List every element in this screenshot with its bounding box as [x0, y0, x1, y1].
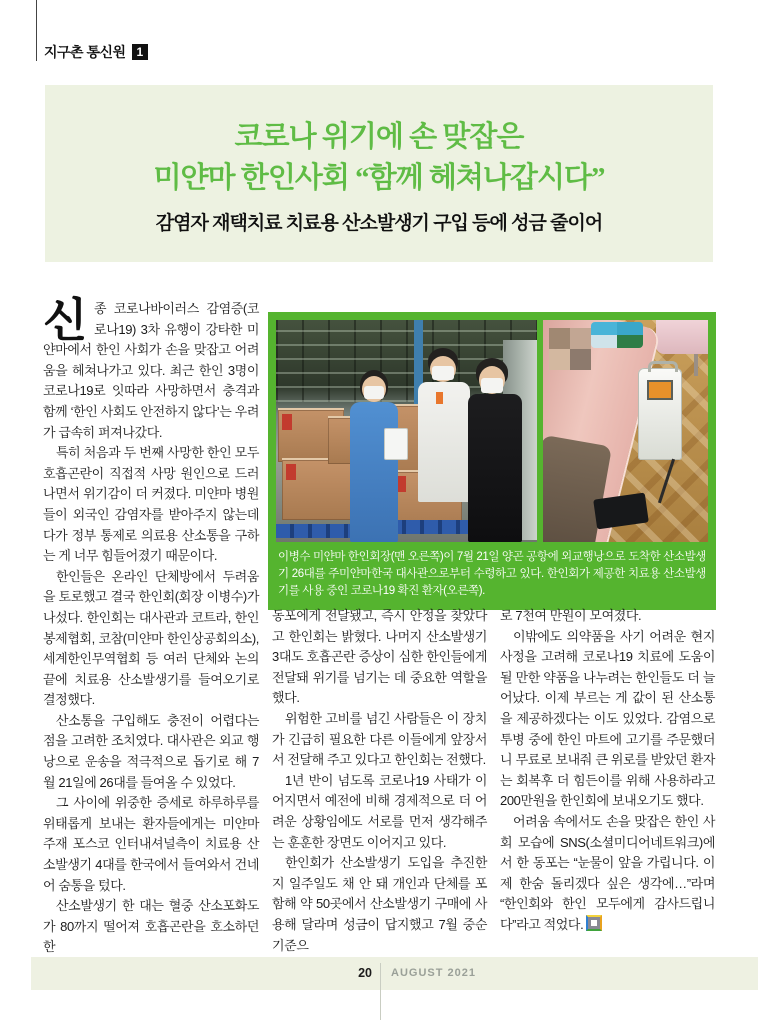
blue-pallet [388, 520, 468, 534]
paragraph: 산소통을 구입해도 충전이 어렵다는 점을 고려한 조치였다. 대사관은 외교 행낭으로 운송을 적극적으로 돕기로 해 7월 21일에 26대를 들여올 수 있었다. [43, 712, 259, 790]
photo-pair [268, 312, 716, 542]
endmark-logo-icon [586, 915, 602, 931]
paragraph: 위험한 고비를 넘긴 사람들은 이 장치가 긴급히 필요한 다른 이들에게 앞장서서 전달해 주고 있다고 한인회는 전했다. [272, 710, 487, 768]
paragraph: 로 7천여 만원이 모여졌다. [500, 608, 642, 623]
paragraph: 산소발생기 한 대는 혈중 산소포화도가 80까지 떨어져 호흡곤란을 호소하던 한 [43, 898, 259, 955]
face-mask [481, 378, 503, 393]
paragraph: 그 사이에 위중한 증세로 하루하루를 위태롭게 보내는 환자들에게는 미얀마 주재 포스코 인터내셔널측이 치료용 산소발생기 4대를 한국에서 들여와서 건네어 숨통을 텄다. [43, 795, 259, 893]
photo-caption: 이병수 미얀마 한인회장(맨 오른쪽)이 7월 21일 양곤 공항에 외교행낭으로 도착한 산소발생기 26대를 주미얀마한국 대사관으로부터 수령하고 있다. 한인회가 제공한 치료용 산소발생기를 사용 중인 코로나19 확진 환자(오른쪽). [278, 551, 706, 597]
concentrator-screen [647, 380, 673, 400]
paragraph: 동포에게 전달됐고, 즉시 안정을 찾았다고 한인회는 밝혔다. 나머지 산소발생기 3대도 호흡곤란 증상이 심한 한인들에게 전달돼 위기를 넘기는 데 중요한 역할을 했다. [272, 608, 487, 706]
paragraph [500, 812, 715, 936]
paragraph: 1년 반이 넘도록 코로나19 사태가 이어지면서 예전에 비해 경제적으로 더 어려운 상황임에도 서로를 먼저 생각해주는 훈훈한 장면도 이어지고 있다. [272, 772, 487, 850]
towel-bundle [591, 322, 643, 348]
black-shirt [468, 394, 522, 542]
concentrator-handle [648, 361, 678, 372]
body-column-1 [43, 294, 259, 965]
top-left-rule [36, 0, 37, 61]
paragraph: 이밖에도 의약품을 사기 어려운 현지 사정을 고려해 코로나19 치료에 도움이 될 만한 약품을 나누려는 한인들도 더 늘어났다. 이제 부르는 게 값이 된 산소통을 제공하겠다는 이도 있었다. 감염으로 투병 중에 한인 마트에 고기를 주문했더니 무료로 보내줘 큰 위로를 받았던 환자는 회복후 더 힘든이를 위해 사용하라고 200만원을 한인회에 보내오기도 했다. [500, 628, 715, 809]
article-title-line1: 코로나 위기에 손 맞잡은 [234, 121, 524, 153]
body-column-2 [272, 606, 487, 965]
issue-date: AUGUST 2021 [391, 967, 476, 979]
article-title-line2: 미얀마 한인사회 “함께 헤쳐나갑시다” [153, 162, 605, 194]
kicker [44, 42, 148, 62]
article-header [45, 85, 713, 262]
article-subtitle: 감염자 재택치료 치료용 산소발생기 구입 등에 성금 줄이어 [155, 213, 603, 234]
footer-center-rule [380, 963, 381, 1020]
blue-gown [350, 402, 398, 542]
article-title [45, 117, 713, 199]
orange-badge [436, 392, 443, 404]
paragraph-text: 종 코로나바이러스 감염증(코로나19) 3차 유행이 강타한 미얀마에서 한인 사회가 손을 맞잡고 어려움을 헤쳐나가고 있다. 최근 한인 3명이 코로나19로 잇따라 사망하면서 충격과 함께 ‘한인 사회도 안전하지 않다’는 우려가 급속히 퍼져나갔다. [43, 301, 259, 440]
cargo-box [282, 458, 354, 520]
pixelated-face [549, 328, 591, 370]
white-shirt [418, 382, 470, 502]
face-mask [432, 366, 454, 380]
photo-block [268, 312, 716, 610]
kicker-label: 지구촌 통신원 [44, 44, 126, 60]
oxygen-concentrator [638, 368, 682, 460]
dropcap: 신 [43, 294, 88, 346]
paragraph [43, 294, 259, 443]
paragraph: 한인회가 산소발생기 도입을 추진한 지 일주일도 채 안 돼 개인과 단체를 포함해 약 50곳에서 산소발생기 구매에 사용해 달라며 성금이 답지했고 7월 중순 기준으 [272, 855, 487, 953]
paragraph: 특히 처음과 두 번째 사망한 한인 모두 호흡곤란이 직접적 사망 원인으로 드러나면서 위기감이 더 커졌다. 미얀마 병원들이 외국인 감염자를 받아주지 않는데다가 정부 통제로 의료용 산소통을 구하는 게 너무 힘들어졌기 때문이다. [43, 445, 259, 564]
kicker-number-badge: 1 [132, 44, 148, 60]
face-mask [364, 386, 384, 399]
pink-bench [656, 320, 708, 354]
bench-leg [694, 354, 698, 376]
body-column-3 [500, 606, 715, 965]
paragraph: 한인들은 온라인 단체방에서 두려움을 토로했고 결국 한인회(회장 이병수)가 나섰다. 한인회는 대사관과 코트라, 한인 봉제협회, 코참(미얀마 한인상공회의소), 세계한인무역협회 등 여러 단체와 논의 끝에 치료용 산소발생기를 들여오기로 결정했다. [43, 568, 259, 708]
paragraph-text: 어려움 속에서도 손을 맞잡은 한인 사회 모습에 SNS(소셜미디어네트워크)에서 한 동포는 “눈물이 앞을 가립니다. 이제 한숨 돌리겠다 싶은 생각에…”라며 “한인회와 한인 모두에게 감사드립니다”라고 적었다. [500, 813, 715, 932]
oxygen-device-box [384, 428, 408, 460]
page-number: 20 [358, 966, 372, 980]
warehouse-photo [276, 320, 537, 542]
patient-photo [543, 320, 708, 542]
